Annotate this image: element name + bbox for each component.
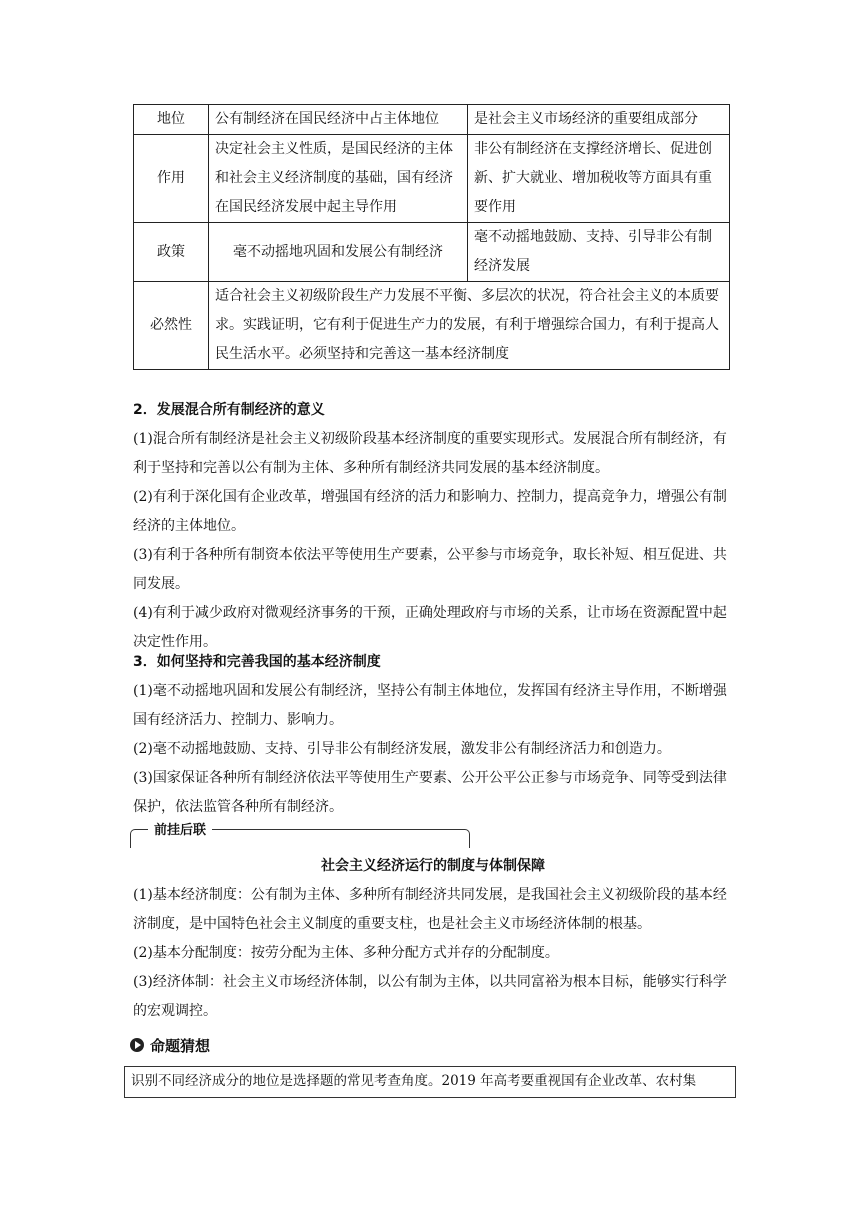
- section-heading: 3．如何坚持和完善我国的基本经济制度: [133, 654, 381, 670]
- nonpublic-cell: 是社会主义市场经济的重要组成部分: [468, 105, 730, 135]
- list-item: (1)基本经济制度：公有制为主体、多种所有制经济共同发展，是我国社会主义初级阶段的基本经济制度，是中国特色社会主义制度的重要支柱，也是社会主义市场经济体制的根基。: [133, 887, 727, 932]
- play-circle-icon: [130, 1038, 144, 1052]
- link-tag-label: 前挂后联: [148, 819, 212, 838]
- row-key: 政策: [134, 223, 209, 282]
- guess-heading-text: 命题猜想: [150, 1037, 211, 1055]
- guess-box: 识别不同经济成分的地位是选择题的常见考查角度。2019 年高考要重视国有企业改革、农村集: [124, 1066, 736, 1098]
- link-tag: [130, 823, 470, 848]
- table-row: [134, 223, 730, 282]
- table-row: [134, 282, 730, 370]
- merged-cell: 适合社会主义初级阶段生产力发展不平衡、多层次的状况，符合社会主义的本质要求。实践证明，它有利于促进生产力的发展，有利于增强综合国力，有利于提高人民生活水平。必须坚持和完善这一基本经济制度: [209, 282, 730, 370]
- list-item: (2)有利于深化国有企业改革，增强国有经济的活力和影响力、控制力，提高竞争力，增强公有制经济的主体地位。: [133, 489, 727, 534]
- table-row: [134, 105, 730, 135]
- list-item: (2)毫不动摇地鼓励、支持、引导非公有制经济发展，激发非公有制经济活力和创造力。: [133, 741, 671, 757]
- public-cell: 公有制经济在国民经济中占主体地位: [209, 105, 468, 135]
- list-item: (3)国家保证各种所有制经济依法平等使用生产要素、公开公平公正参与市场竞争、同等受到法律保护，依法监管各种所有制经济。: [133, 770, 727, 815]
- section-mixed-ownership: [133, 396, 733, 657]
- comparison-table: [133, 104, 730, 370]
- list-item: (3)经济体制：社会主义市场经济体制，以公有制为主体，以共同富裕为根本目标，能够实行科学的宏观调控。: [133, 974, 727, 1019]
- link-title: 社会主义经济运行的制度与体制保障: [321, 858, 545, 874]
- section-heading: 2．发展混合所有制经济的意义: [133, 402, 325, 418]
- list-item: (1)混合所有制经济是社会主义初级阶段基本经济制度的重要实现形式。发展混合所有制经济，有利于坚持和完善以公有制为主体、多种所有制经济共同发展的基本经济制度。: [133, 431, 727, 476]
- proposition-guess-heading: [130, 1035, 210, 1056]
- section-link: [133, 852, 733, 1026]
- list-item: (4)有利于减少政府对微观经济事务的干预，正确处理政府与市场的关系，让市场在资源配置中起决定性作用。: [133, 605, 727, 650]
- nonpublic-cell: 非公有制经济在支撑经济增长、促进创新、扩大就业、增加税收等方面具有重要作用: [468, 135, 730, 223]
- section-uphold-system: [133, 648, 733, 822]
- list-item: (1)毫不动摇地巩固和发展公有制经济，坚持公有制主体地位，发挥国有经济主导作用，不断增强国有经济活力、控制力、影响力。: [133, 683, 727, 728]
- list-item: (2)基本分配制度：按劳分配为主体、多种分配方式并存的分配制度。: [133, 945, 559, 961]
- row-key: 作用: [134, 135, 209, 223]
- list-item: (3)有利于各种所有制资本依法平等使用生产要素，公平参与市场竞争，取长补短、相互促进、共同发展。: [133, 547, 727, 592]
- row-key: 必然性: [134, 282, 209, 370]
- table-row: [134, 135, 730, 223]
- public-cell: 毫不动摇地巩固和发展公有制经济: [209, 223, 468, 282]
- nonpublic-cell: 毫不动摇地鼓励、支持、引导非公有制经济发展: [468, 223, 730, 282]
- public-cell: 决定社会主义性质，是国民经济的主体和社会主义经济制度的基础，国有经济在国民经济发展中起主导作用: [209, 135, 468, 223]
- row-key: 地位: [134, 105, 209, 135]
